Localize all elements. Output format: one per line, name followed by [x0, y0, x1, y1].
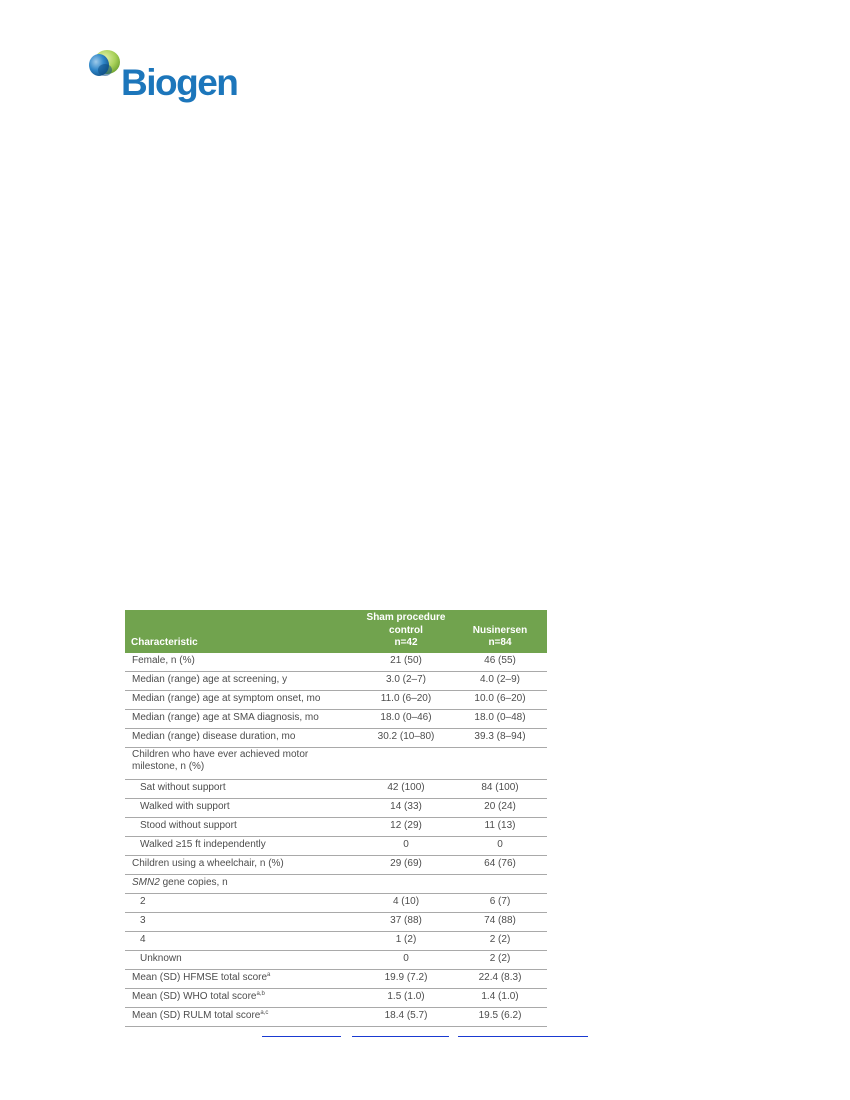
row-label: 4 [125, 931, 359, 950]
row-label-text: Mean (SD) HFMSE total score [132, 972, 268, 983]
table-section-row [125, 747, 547, 779]
nusinersen-value: 4.0 (2–9) [453, 671, 547, 690]
nusinersen-value: 19.5 (6.2) [453, 1007, 547, 1026]
header-sham [359, 610, 453, 653]
row-label: Median (range) age at screening, y [125, 671, 359, 690]
row-label: Female, n (%) [125, 653, 359, 672]
sham-value: 1 (2) [359, 931, 453, 950]
sham-value: 37 (88) [359, 912, 453, 931]
baseline-characteristics-table [125, 610, 547, 1027]
sham-value: 30.2 (10–80) [359, 728, 453, 747]
header-nus-n: n=84 [488, 637, 512, 648]
row-label: Median (range) age at symptom onset, mo [125, 690, 359, 709]
nusinersen-value: 11 (13) [453, 817, 547, 836]
nusinersen-value: 22.4 (8.3) [453, 969, 547, 988]
section-label: Children who have ever achieved motor milestone, n (%) [125, 747, 359, 779]
header-nusinersen [453, 610, 547, 653]
row-label: Median (range) disease duration, mo [125, 728, 359, 747]
sham-value: 1.5 (1.0) [359, 988, 453, 1007]
table-row [125, 855, 547, 874]
biogen-logo [85, 48, 245, 104]
nusinersen-value: 18.0 (0–48) [453, 709, 547, 728]
table-row [125, 912, 547, 931]
sham-value: 3.0 (2–7) [359, 671, 453, 690]
table-row [125, 728, 547, 747]
section-label-rest: gene copies, n [159, 877, 228, 888]
nusinersen-value: 10.0 (6–20) [453, 690, 547, 709]
sham-value: 18.0 (0–46) [359, 709, 453, 728]
nusinersen-value: 39.3 (8–94) [453, 728, 547, 747]
header-sham-line2: control [389, 624, 423, 636]
table-row [125, 798, 547, 817]
sham-value: 18.4 (5.7) [359, 1007, 453, 1026]
sham-value: 0 [359, 836, 453, 855]
row-label [125, 988, 359, 1007]
nusinersen-value: 0 [453, 836, 547, 855]
logo-wordmark: Biogen [121, 62, 238, 103]
sham-value: 14 (33) [359, 798, 453, 817]
nusinersen-value: 2 (2) [453, 931, 547, 950]
nusinersen-value: 84 (100) [453, 779, 547, 798]
row-label: Children using a wheelchair, n (%) [125, 855, 359, 874]
sham-value: 29 (69) [359, 855, 453, 874]
row-label: Sat without support [125, 779, 359, 798]
sham-value: 12 (29) [359, 817, 453, 836]
sham-value: 21 (50) [359, 653, 453, 672]
nusinersen-value: 6 (7) [453, 893, 547, 912]
sham-value: 11.0 (6–20) [359, 690, 453, 709]
table-row [125, 671, 547, 690]
table-row [125, 817, 547, 836]
nusinersen-value [453, 747, 547, 779]
table-row [125, 969, 547, 988]
row-label: 2 [125, 893, 359, 912]
nusinersen-value: 2 (2) [453, 950, 547, 969]
sham-value: 4 (10) [359, 893, 453, 912]
footer-link-1[interactable] [262, 1024, 341, 1037]
sham-value [359, 747, 453, 779]
gene-name: SMN2 [132, 877, 160, 888]
sham-value: 42 (100) [359, 779, 453, 798]
row-label [125, 969, 359, 988]
header-sham-line1: Sham procedure [366, 612, 446, 623]
table-row [125, 709, 547, 728]
row-label: Stood without support [125, 817, 359, 836]
nusinersen-value: 46 (55) [453, 653, 547, 672]
sham-value: 0 [359, 950, 453, 969]
row-label-text: Mean (SD) WHO total score [132, 991, 257, 1002]
table-row [125, 950, 547, 969]
row-label: Unknown [125, 950, 359, 969]
sham-value [359, 874, 453, 893]
table-row [125, 988, 547, 1007]
table-row [125, 779, 547, 798]
header-nus-line1: Nusinersen [472, 624, 528, 636]
footnote-marker: a,c [260, 1010, 269, 1016]
nusinersen-value: 74 (88) [453, 912, 547, 931]
row-label: Median (range) age at SMA diagnosis, mo [125, 709, 359, 728]
footer-link-2[interactable] [352, 1024, 449, 1037]
table-header-row [125, 610, 547, 653]
footnote-marker: a,b [256, 991, 265, 997]
table-row [125, 893, 547, 912]
row-label: Walked ≥15 ft independently [125, 836, 359, 855]
header-characteristic: Characteristic [125, 610, 359, 653]
sham-value: 19.9 (7.2) [359, 969, 453, 988]
table-row [125, 836, 547, 855]
nusinersen-value: 1.4 (1.0) [453, 988, 547, 1007]
row-label-text: Mean (SD) RULM total score [132, 1010, 261, 1021]
table-row [125, 653, 547, 672]
table-row [125, 690, 547, 709]
section-label [125, 874, 359, 893]
nusinersen-value: 64 (76) [453, 855, 547, 874]
row-label: 3 [125, 912, 359, 931]
table-row [125, 931, 547, 950]
footnote-marker: a [267, 972, 271, 978]
row-label: Walked with support [125, 798, 359, 817]
table-section-row [125, 874, 547, 893]
header-sham-n: n=42 [394, 637, 418, 648]
nusinersen-value [453, 874, 547, 893]
nusinersen-value: 20 (24) [453, 798, 547, 817]
footer-link-3[interactable] [458, 1024, 588, 1037]
